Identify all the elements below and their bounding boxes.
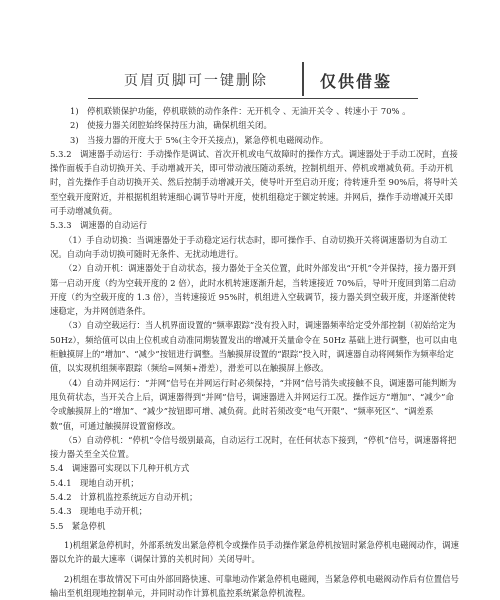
section-heading-5-4: 5.4 调速器可实现以下几种开机方式: [50, 461, 460, 475]
list-item: 2) 使接力器关闭腔始终保持压力油，确保机组关闭。: [50, 118, 460, 132]
header-left-text: 页眉页脚可一键删除: [124, 70, 268, 90]
section-heading-5-5: 5.5 紧急停机: [50, 519, 460, 533]
list-item: 1) 停机联锁保护功能，停机联锁的动作条件：无开机令 、无油开关令 、转速小于 70% 。: [50, 104, 460, 118]
paragraph: （3）自动空载运行：当人机界面设置的“频率跟踪”没有投入时，调速器频率给定受外部控制（初始给定为 50Hz），频给值可以由上位机或自动准同期装置发出的增减开关量命令在 50Hz 基础上进行调整，也可以由电柜触摸屏上的“增加”、“减少”按钮进行调整。当触摸屏设置的“跟踪”投入时，调速器自动将网频作为频率给定值，以实现机组频率跟踪（频给=网频+滑差），滑差可以在触摸屏上修改。: [50, 318, 460, 375]
list-item: 3) 当接力器的开度大于 5%(主令开关接点)，紧急停机电磁阀动作。: [50, 133, 460, 147]
list-item: 5.4.2 计算机监控系统远方自动开机；: [50, 490, 460, 504]
paragraph: （5）自动停机：“停机”令信号级别最高，自动运行工况时，在任何状态下接到，“停机”信号，调速器将把接力器关至全关位置。: [50, 433, 460, 462]
paragraph: 1)机组紧急停机时，外部系统发出紧急停机令或操作员手动操作紧急停机按钮时紧急停机电磁阀动作，调速器以允许的最大速率（调保计算的关机时间）关闭导叶。: [50, 538, 460, 567]
page-header: [88, 60, 418, 99]
list-item: 5.4.3 现地电手动开机；: [50, 504, 460, 518]
document-body: [50, 104, 460, 600]
section-5-3-2: 5.3.2 调速器手动运行：手动操作是调试、首次开机或电气故障时的操作方式。调速器处于手动工况时，直接操作面板手自动切换开关、手动增减开关，即可带动液压随动系统，控制机组开、停机或增减负荷。手动开机时，首先操作手自动切换开关、然后控制手动增减开关，使导叶开至启动开度；待转速升至 90%后，将导叶关至空载开度附近，并根据机组转速细心调节导叶开度，使机组稳定于额定转速。并网后，操作手动增减开关即可手动增减负荷。: [50, 147, 460, 218]
list-item: 5.4.1 现地自动开机；: [50, 476, 460, 490]
header-right-text: 仅供借鉴: [320, 69, 392, 92]
paragraph: （4）自动并网运行：“并网”信号在并网运行时必须保持，“并网”信号消失或接触不良，调速器可能判断为甩负荷状态，当开关合上后，调速器得到“并网”信号，调速器进入并网运行工况。操作远方“增加”、“减少”命令或触摸屏上的“增加”、“减少”按钮即可增、减负荷。此时若须改变“电气开限”、“频率死区”、“调差系数”值，可通过触摸屏设置窗修改。: [50, 376, 460, 433]
section-heading-5-3-3: 5.3.3 调速器的自动运行: [50, 218, 460, 232]
paragraph: （1）手自动切换：当调速器处于手动稳定运行状态时，即可操作手、自动切换开关将调速器切为自动工况。自动向手动切换可随时无条件、无扰动地进行。: [50, 233, 460, 262]
paragraph: （2）自动开机：调速器处于自动状态，接力器处于全关位置，此时外部发出“开机”令并保持，接力器开到第一启动开度（约为空载开度的 2 倍），此时水机转速逐渐升起，当转速接近 70%后，导叶开度回到第二启动开度（约为空载开度的 1.3 倍），当转速接近 95%时，机组进入空载调节，接力器关到空载开度，并逐渐使转速稳定，为并网创造条件。: [50, 261, 460, 318]
paragraph: 2)机组在事故情况下可由外部回路快速、可靠地动作紧急停机电磁阀，当紧急停机电磁阀动作后有位置信号输出至机组现地控制单元，并同时动作计算机监控系统紧急停机流程。: [50, 572, 460, 600]
header-divider: [302, 62, 304, 96]
